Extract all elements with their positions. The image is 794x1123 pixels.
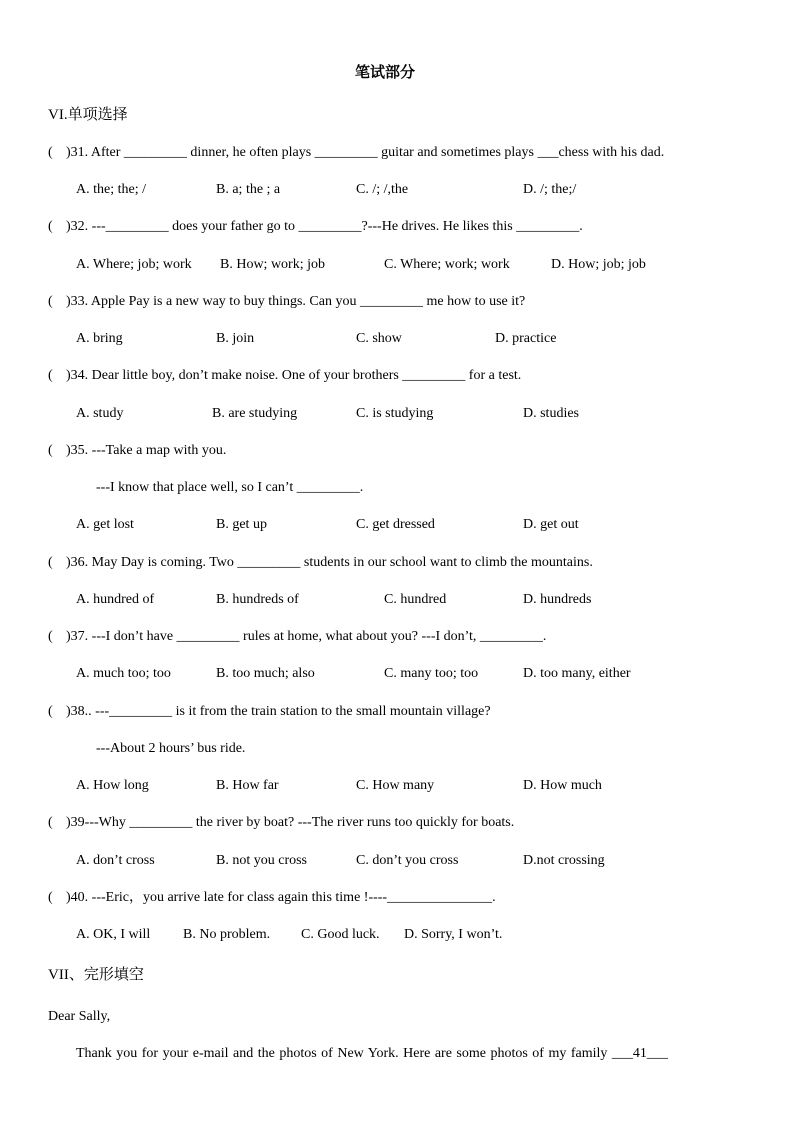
option-b: B. No problem. (183, 927, 271, 942)
option-a: A. don’t cross (76, 853, 155, 868)
question-37 (48, 628, 546, 646)
answer-paren: ( (48, 443, 53, 458)
option-a: A. the; the; / (76, 182, 146, 197)
question-32-options (0, 256, 794, 274)
question-33 (48, 293, 525, 311)
option-d: D. /; the;/ (523, 182, 577, 197)
question-38-options (0, 777, 794, 795)
answer-paren: ( (48, 145, 53, 160)
question-stem: )33. Apple Pay is a new way to buy things. Can you _________ me how to use it? (66, 294, 526, 309)
option-b: B. How; work; job (220, 257, 325, 272)
question-stem: )35. ---Take a map with you. (66, 443, 227, 458)
question-stem: )34. Dear little boy, don’t make noise. One of your brothers _________ for a test. (66, 368, 522, 383)
option-b: B. too much; also (216, 666, 315, 681)
answer-paren: ( (48, 629, 53, 644)
option-c: C. get dressed (356, 517, 435, 532)
option-d: D. practice (495, 331, 557, 346)
answer-paren: ( (48, 704, 53, 719)
answer-paren: ( (48, 368, 53, 383)
option-b: B. hundreds of (216, 592, 299, 607)
question-stem: )40. ---Eric，you arrive late for class again this time !----_______________. (66, 890, 496, 905)
option-a: A. OK, I will (76, 927, 151, 942)
option-d: D. hundreds (523, 592, 592, 607)
question-40 (48, 889, 496, 907)
option-c: C. /; /,the (356, 182, 409, 197)
answer-paren: ( (48, 890, 53, 905)
option-b: B. are studying (212, 406, 298, 421)
question-stem: )37. ---I don’t have _________ rules at home, what about you? ---I don’t, _________. (66, 629, 547, 644)
question-stem: )39---Why _________ the river by boat? ---The river runs too quickly for boats. (66, 815, 515, 830)
question-stem: )38.. ---_________ is it from the train station to the small mountain village? (66, 704, 491, 719)
question-40-options (0, 926, 794, 944)
question-36 (48, 554, 593, 572)
option-d: D. How; job; job (551, 257, 646, 272)
question-38 (48, 703, 491, 721)
option-c: C. is studying (356, 406, 434, 421)
question-stem: )32. ---_________ does your father go to _________?---He drives. He likes this _________. (66, 219, 583, 234)
question-35-reply: ---I know that place well, so I can’t _________. (96, 480, 364, 495)
question-32 (48, 218, 583, 236)
option-a: A. much too; too (76, 666, 171, 681)
letter-greeting: Dear Sally, (48, 1009, 111, 1024)
question-stem: )31. After _________ dinner, he often plays _________ guitar and sometimes plays ___chess with his dad. (66, 145, 665, 160)
answer-paren: ( (48, 815, 53, 830)
option-d: D. get out (523, 517, 579, 532)
answer-paren: ( (48, 219, 53, 234)
option-a: A. hundred of (76, 592, 155, 607)
section-6-heading: VI.单项选择 (48, 107, 128, 123)
question-38-reply: ---About 2 hours’ bus ride. (96, 741, 246, 756)
option-d: D. Sorry, I won’t. (404, 927, 503, 942)
answer-paren: ( (48, 294, 53, 309)
option-c: C. don’t you cross (356, 853, 459, 868)
question-35-options (0, 516, 794, 534)
option-c: C. show (356, 331, 402, 346)
answer-paren: ( (48, 555, 53, 570)
question-stem: )36. May Day is coming. Two _________ students in our school want to climb the mountains. (66, 555, 593, 570)
option-a: A. get lost (76, 517, 134, 532)
question-31-options (0, 181, 794, 199)
option-b: B. a; the ; a (216, 182, 281, 197)
option-a: A. How long (76, 778, 149, 793)
page-title: 笔试部分 (354, 65, 415, 81)
option-b: B. get up (216, 517, 267, 532)
option-d: D. too many, either (523, 666, 631, 681)
letter-paragraph: Thank you for your e-mail and the photos of New York. Here are some photos of my family ___41___ (76, 1046, 668, 1061)
option-c: C. many too; too (384, 666, 479, 681)
option-a: A. study (76, 406, 124, 421)
section-7-heading: VII、完形填空 (48, 967, 144, 983)
question-37-options (0, 665, 794, 683)
option-c: C. Where; work; work (384, 257, 510, 272)
question-36-options (0, 591, 794, 609)
question-33-options (0, 330, 794, 348)
option-d: D. How much (523, 778, 602, 793)
option-d: D. studies (523, 406, 579, 421)
option-d: D.not crossing (523, 853, 605, 868)
question-39 (48, 814, 514, 832)
option-a: A. Where; job; work (76, 257, 192, 272)
option-c: C. Good luck. (301, 927, 380, 942)
option-b: B. How far (216, 778, 279, 793)
question-34-options (0, 405, 794, 423)
option-a: A. bring (76, 331, 123, 346)
option-b: B. join (216, 331, 255, 346)
question-35 (48, 442, 226, 460)
question-39-options (0, 852, 794, 870)
option-c: C. hundred (384, 592, 447, 607)
question-31 (48, 144, 664, 162)
question-34 (48, 367, 521, 385)
option-c: C. How many (356, 778, 435, 793)
option-b: B. not you cross (216, 853, 307, 868)
